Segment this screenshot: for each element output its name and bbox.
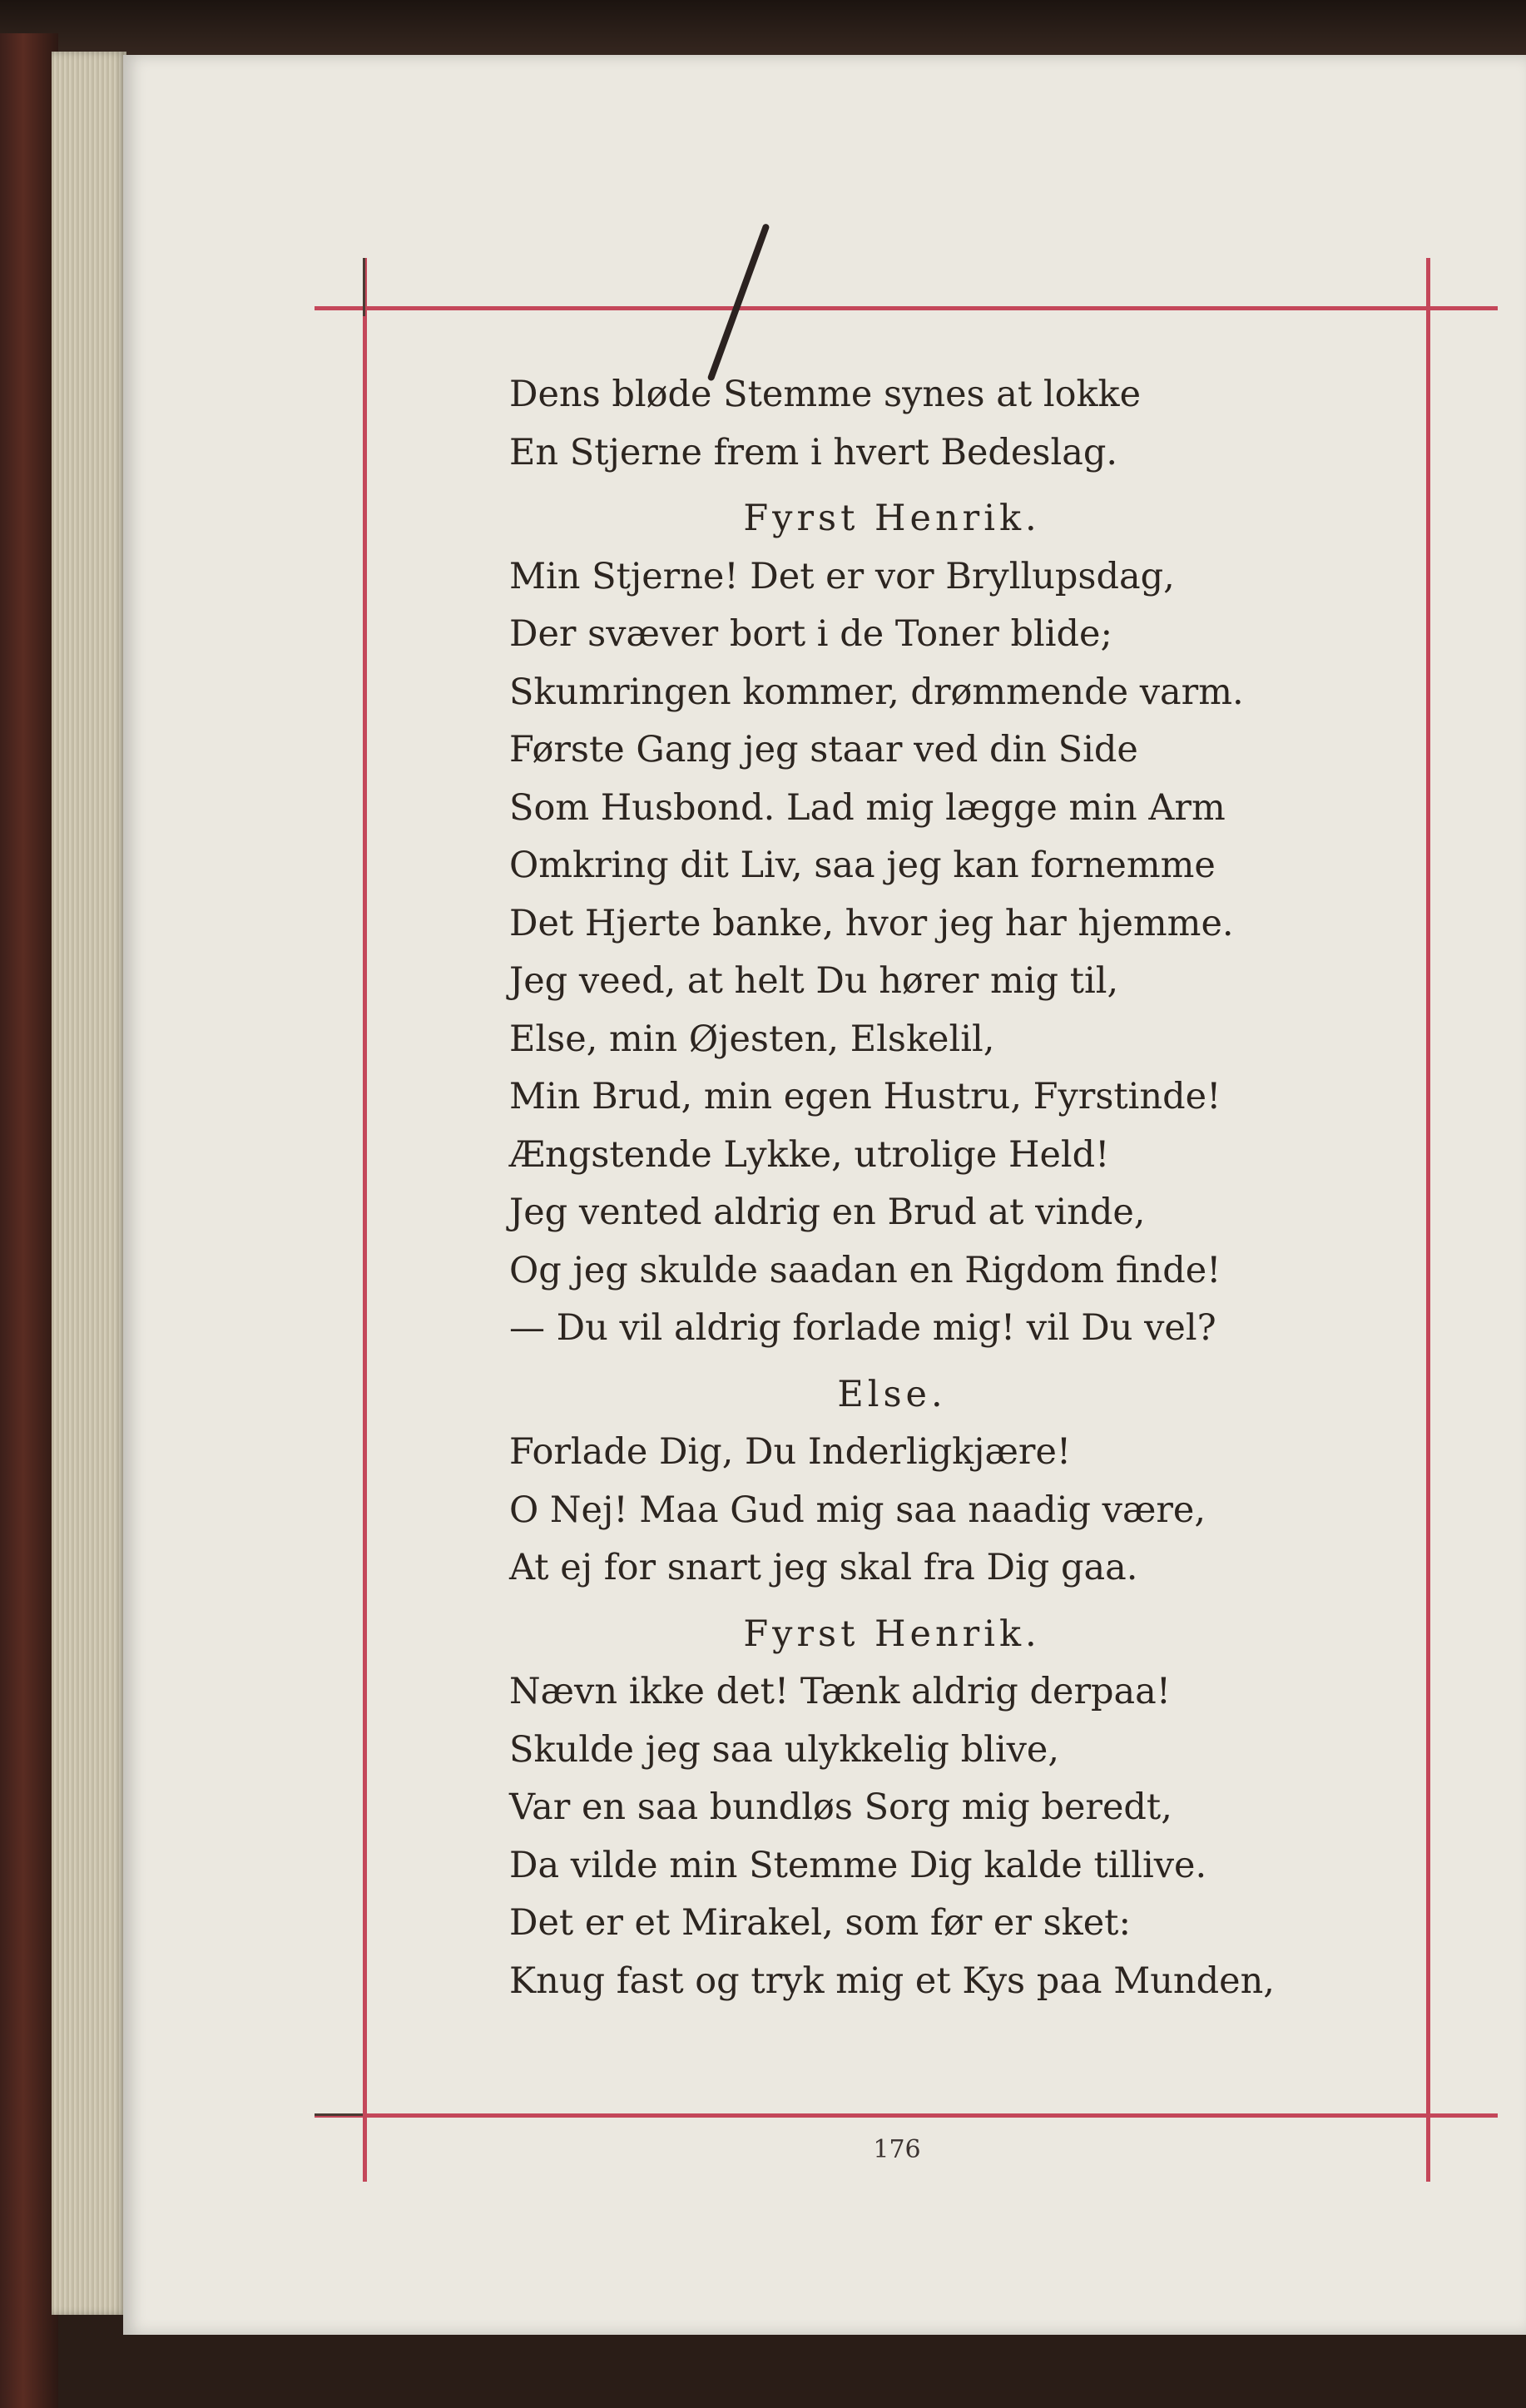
verse-line: Forlade Dig, Du Inderligkjære! (509, 1431, 1072, 1473)
top-border-line (315, 306, 1498, 310)
verse-line: Første Gang jeg staar ved din Side (509, 729, 1138, 770)
stanza-gap (509, 482, 1375, 490)
verse-line: Det Hjerte banke, hvor jeg har hjemme. (509, 902, 1234, 944)
verse-line: Knug fast og tryk mig et Kys paa Munden, (509, 1960, 1275, 2002)
verse-line: Var en saa bundløs Sorg mig beredt, (509, 1786, 1172, 1828)
verse-line: Nævn ikke det! Tænk aldrig derpaa! (509, 1671, 1172, 1712)
verse-line: Jeg vented aldrig en Brud at vinde, (509, 1192, 1146, 1233)
stanza-gap (509, 1598, 1375, 1606)
verse-line: Omkring dit Liv, saa jeg kan fornemme (509, 845, 1216, 886)
page-stack-edge (52, 52, 126, 2315)
verse-line: At ej for snart jeg skal fra Dig gaa. (509, 1547, 1138, 1588)
verse-line: Som Husbond. Lad mig lægge min Arm (509, 786, 1226, 829)
verse-line: Skumringen kommer, drømmende varm. (509, 671, 1244, 713)
stanza-gap (509, 1358, 1375, 1366)
verse-line: Det er et Mirakel, som før er sket: (509, 1902, 1131, 1944)
left-border-line (363, 258, 367, 2182)
poem-text (509, 366, 1375, 2010)
verse-line: Ængstende Lykke, utrolige Held! (509, 1133, 1110, 1176)
verse-line: Min Stjerne! Det er vor Bryllupsdag, (509, 555, 1175, 597)
speaker-name: Fyrst Henrik. (743, 498, 1041, 539)
verse-line: Skulde jeg saa ulykkelig blive, (509, 1728, 1060, 1771)
verse-line: Og jeg skulde saadan en Rigdom finde! (509, 1249, 1221, 1291)
top-left-corner-tick (363, 258, 365, 316)
bottom-border-line (315, 2113, 1498, 2118)
bottom-left-corner-tick (315, 2113, 363, 2116)
verse-line: Dens bløde Stemme synes at lokke (509, 374, 1142, 415)
speaker-name: Fyrst Henrik. (743, 1613, 1041, 1655)
speaker-name: Else. (837, 1373, 947, 1415)
book-cover-edge (0, 33, 58, 2408)
verse-line: Min Brud, min egen Hustru, Fyrstinde! (509, 1076, 1221, 1117)
verse-line: Da vilde min Stemme Dig kalde tillive. (509, 1844, 1207, 1886)
verse-line: Der svæver bort i de Toner blide; (509, 613, 1112, 655)
verse-line: O Nej! Maa Gud mig saa naadig være, (509, 1489, 1206, 1531)
verse-line: Else, min Øjesten, Elskelil, (509, 1018, 995, 1060)
verse-line: Jeg veed, at helt Du hører mig til, (509, 960, 1119, 1002)
verse-line: — Du vil aldrig forlade mig! vil Du vel? (509, 1307, 1216, 1349)
right-border-line (1426, 258, 1430, 2182)
verse-line: En Stjerne frem i hvert Bedeslag. (509, 431, 1118, 473)
page-number: 176 (873, 2135, 921, 2164)
